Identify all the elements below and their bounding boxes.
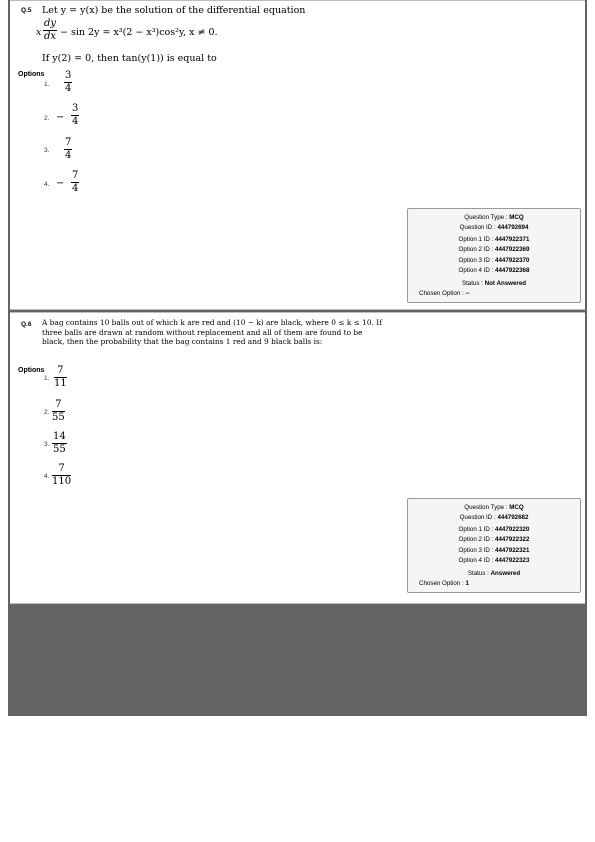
meta-label: Option 4 ID :	[458, 267, 494, 274]
option-denominator: 4	[65, 150, 72, 161]
derivative-fraction	[43, 19, 57, 42]
meta-value: 4447922321	[495, 547, 530, 554]
meta-label: Option 3 ID :	[458, 257, 494, 264]
option-1-fraction[interactable]	[64, 71, 72, 94]
derivative-numerator: dy	[44, 18, 57, 29]
option-number: 3.	[44, 147, 50, 154]
option-number: 4.	[44, 181, 50, 188]
option-number: 2.	[44, 115, 50, 122]
option-numerator: 7	[55, 399, 62, 410]
option-4-fraction[interactable]	[52, 464, 71, 487]
meta-value: 444792694	[497, 224, 529, 231]
meta-label: Option 1 ID :	[458, 526, 494, 533]
question-type-row	[408, 214, 580, 221]
chosen-option-row	[408, 580, 580, 587]
question-6-panel	[10, 312, 585, 604]
equation-x: x	[36, 27, 42, 38]
option-2-fraction[interactable]	[52, 400, 65, 423]
options-label: Options	[18, 367, 45, 374]
option-number: 4.	[44, 473, 50, 480]
meta-label: Chosen Option :	[419, 290, 464, 297]
question-5-panel	[10, 0, 585, 310]
option-numerator: 7	[58, 463, 65, 474]
question-number: Q.6	[21, 321, 32, 328]
question-number: Q.5	[21, 7, 32, 14]
option-numerator: 14	[53, 431, 66, 442]
option-denominator: 4	[72, 183, 79, 194]
option-2-id-row	[408, 246, 580, 253]
option-4-id-row	[408, 557, 580, 564]
option-sign: −	[56, 112, 65, 123]
option-denominator: 4	[65, 83, 72, 94]
meta-label: Option 1 ID :	[458, 236, 494, 243]
meta-value: 4447922322	[495, 536, 530, 543]
option-1-fraction[interactable]	[54, 366, 67, 389]
option-number: 1.	[44, 81, 50, 88]
option-3-fraction[interactable]	[52, 432, 67, 455]
meta-label: Question Type :	[464, 504, 508, 511]
option-number: 3.	[44, 441, 50, 448]
question-meta-box	[407, 498, 581, 593]
options-label: Options	[18, 71, 45, 78]
question-id-row	[408, 514, 580, 521]
meta-value: 4447922369	[495, 246, 530, 253]
derivative-denominator: dx	[44, 31, 57, 42]
option-2-fraction[interactable]	[71, 104, 79, 127]
option-number: 2.	[44, 409, 50, 416]
option-2-id-row	[408, 536, 580, 543]
meta-label: Option 3 ID :	[458, 547, 494, 554]
option-4-fraction[interactable]	[71, 171, 79, 194]
option-denominator: 55	[52, 412, 65, 423]
meta-value: 4447922323	[495, 557, 530, 564]
option-3-fraction[interactable]	[64, 138, 72, 161]
meta-label: Question ID :	[459, 224, 496, 231]
meta-value: 4447922370	[495, 257, 530, 264]
meta-label: Option 4 ID :	[458, 557, 494, 564]
meta-label: Option 2 ID :	[458, 536, 494, 543]
meta-label: Question ID :	[459, 514, 496, 521]
option-numerator: 3	[72, 103, 79, 114]
chosen-option-row	[408, 290, 580, 297]
option-1-id-row	[408, 526, 580, 533]
equation-rest: − sin 2y = x³(2 − x³)cos²y, x ≠ 0.	[60, 27, 218, 38]
chosen-value: 1	[465, 580, 469, 587]
chosen-value: --	[465, 290, 470, 297]
meta-label: Status :	[467, 570, 489, 577]
meta-label: Question Type :	[464, 214, 508, 221]
question-condition: If y(2) = 0, then tan(y(1)) is equal to	[42, 53, 217, 64]
option-number: 1.	[44, 375, 50, 382]
option-4-id-row	[408, 267, 580, 274]
question-type-row	[408, 504, 580, 511]
option-1-id-row	[408, 236, 580, 243]
question-id-row	[408, 224, 580, 231]
meta-value: 4447922371	[495, 236, 530, 243]
status-value: Not Answered	[484, 280, 527, 287]
option-numerator: 7	[72, 170, 79, 181]
meta-value: 4447922320	[495, 526, 530, 533]
option-denominator: 110	[52, 476, 72, 487]
question-intro: Let y = y(x) be the solution of the differential equation	[42, 5, 306, 16]
meta-value: MCQ	[509, 214, 524, 221]
meta-value: 444792682	[497, 514, 529, 521]
meta-value: 4447922368	[495, 267, 530, 274]
status-row	[408, 280, 580, 287]
option-numerator: 7	[65, 137, 72, 148]
question-text: A bag contains 10 balls out of which k are red and (10 − k) are black, where 0 ≤ k ≤ 10. If three balls are drawn at random without replacement and all of them are found to be black, then the probability that the bag contains 1 red and 9 black balls is:	[42, 318, 382, 347]
meta-value: MCQ	[509, 504, 524, 511]
option-denominator: 55	[53, 444, 66, 455]
option-denominator: 4	[72, 116, 79, 127]
option-numerator: 7	[57, 365, 64, 376]
status-row	[408, 570, 580, 577]
option-denominator: 11	[54, 378, 67, 389]
meta-label: Option 2 ID :	[458, 246, 494, 253]
option-3-id-row	[408, 257, 580, 264]
question-meta-box	[407, 208, 581, 303]
meta-label: Status :	[461, 280, 483, 287]
question-paper-sheet	[8, 0, 587, 716]
option-3-id-row	[408, 547, 580, 554]
option-numerator: 3	[65, 70, 72, 81]
meta-label: Chosen Option :	[419, 580, 464, 587]
status-value: Answered	[490, 570, 521, 577]
option-sign: −	[56, 178, 65, 189]
